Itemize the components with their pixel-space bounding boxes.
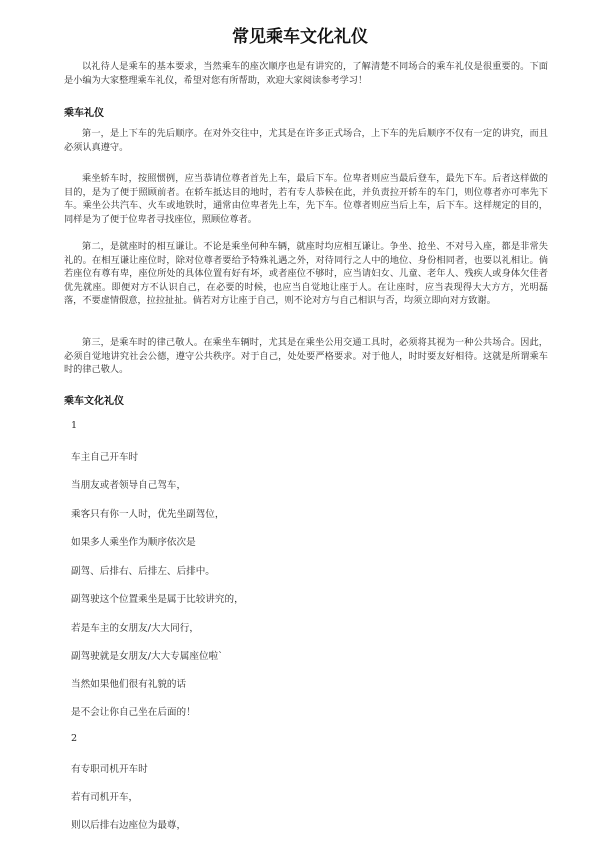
- paragraph-3: 第二，是就座时的相互谦让。不论是乘坐何种车辆，就座时均应相互谦让。争坐、抢坐、不对号入座，都是非常失礼的。在相互谦让座位时，除对位尊者要给予特殊礼遇之外，对待同行之人中的地位、身份相同者，也要以礼相让。倘若座位有尊有卑，座位所处的具体位置有好有坏，或者座位不够时，应当请妇女、儿童、老年人、残疾人或身体欠佳者优先就座。即便对方不认识自己，在必要的时候，也应当自觉地让座于人。在让座时，应当表现得大大方方，光明磊落，不要虚情假意，拉拉扯扯。倘若对方让座于自己，则不论对方与自己相识与否，均须立即向对方致谢。: [64, 241, 548, 307]
- list-item: 1: [71, 420, 78, 431]
- paragraph-1: 第一，是上下车的先后顺序。在对外交往中，尤其是在许多正式场合，上下车的先后顺序不仅有一定的讲究，而且必须认真遵守。: [64, 128, 548, 153]
- list-item: 如果多人乘坐作为顺序依次是: [71, 537, 196, 548]
- list-item: 有专职司机开车时: [71, 764, 148, 775]
- list-item: 副驾驶就是女朋友/大大专属座位啦`: [71, 651, 223, 662]
- page-title: 常见乘车文化礼仪: [232, 27, 368, 47]
- paragraph-2: 乘坐轿车时，按照惯例，应当恭请位尊者首先上车，最后下车。位卑者则应当最后登车，最先下车。后者这样做的目的，是为了便于照顾前者。在轿车抵达目的地时，若有专人恭候在此，并负责拉开轿车的车门，则位尊者亦可率先下车。乘坐公共汽车、火车或地铁时，通常由位卑者先上车，先下车。位尊者则应当后上车，后下车。这样规定的目的，同样是为了便于位卑者寻找座位，照顾位尊者。: [64, 173, 548, 225]
- paragraph-4: 第三，是乘车时的律己敬人。在乘坐车辆时，尤其是在乘坐公用交通工具时，必须将其视为一种公共场合。因此，必须自觉地讲究社会公德，遵守公共秩序。对于自己，处处要严格要求。对于他人，时时要友好相待。这就是所谓乘车时的律己敬人。: [64, 337, 548, 376]
- section-heading-ride-etiquette: 乘车礼仪: [64, 108, 104, 119]
- list-item: 当然如果他们很有礼貌的话: [71, 679, 187, 690]
- paragraph-1-block: [64, 127, 548, 154]
- list-item: 若是车主的女朋友/大大同行，: [71, 623, 199, 634]
- list-item: 2: [71, 733, 78, 744]
- list-item: 车主自己开车时: [71, 452, 139, 463]
- list-item: 副驾驶这个位置乘坐是属于比较讲究的，: [71, 594, 244, 605]
- paragraph-4-block: [64, 336, 548, 377]
- intro-paragraph: 以礼待人是乘车的基本要求，当然乘车的座次顺序也是有讲究的，了解清楚不同场合的乘车礼仪是很重要的。下面是小编为大家整理乘车礼仪，希望对您有所帮助，欢迎大家阅读参考学习！: [64, 61, 548, 86]
- list-item: 副驾、后排右、后排左、后排中。: [71, 566, 215, 577]
- list-item: 则以后排右边座位为最尊，: [71, 820, 187, 831]
- section-heading-ride-culture: 乘车文化礼仪: [64, 396, 124, 407]
- list-item: 是不会让你自己坐在后面的！: [71, 707, 196, 718]
- list-item: 当朋友或者领导自己驾车，: [71, 480, 187, 491]
- intro-block: [64, 60, 548, 87]
- paragraph-2-block: [64, 172, 548, 226]
- paragraph-3-block: [64, 240, 548, 308]
- list-item: 乘客只有你一人时，优先坐副驾位，: [71, 509, 225, 520]
- list-item: 若有司机开车，: [71, 792, 139, 803]
